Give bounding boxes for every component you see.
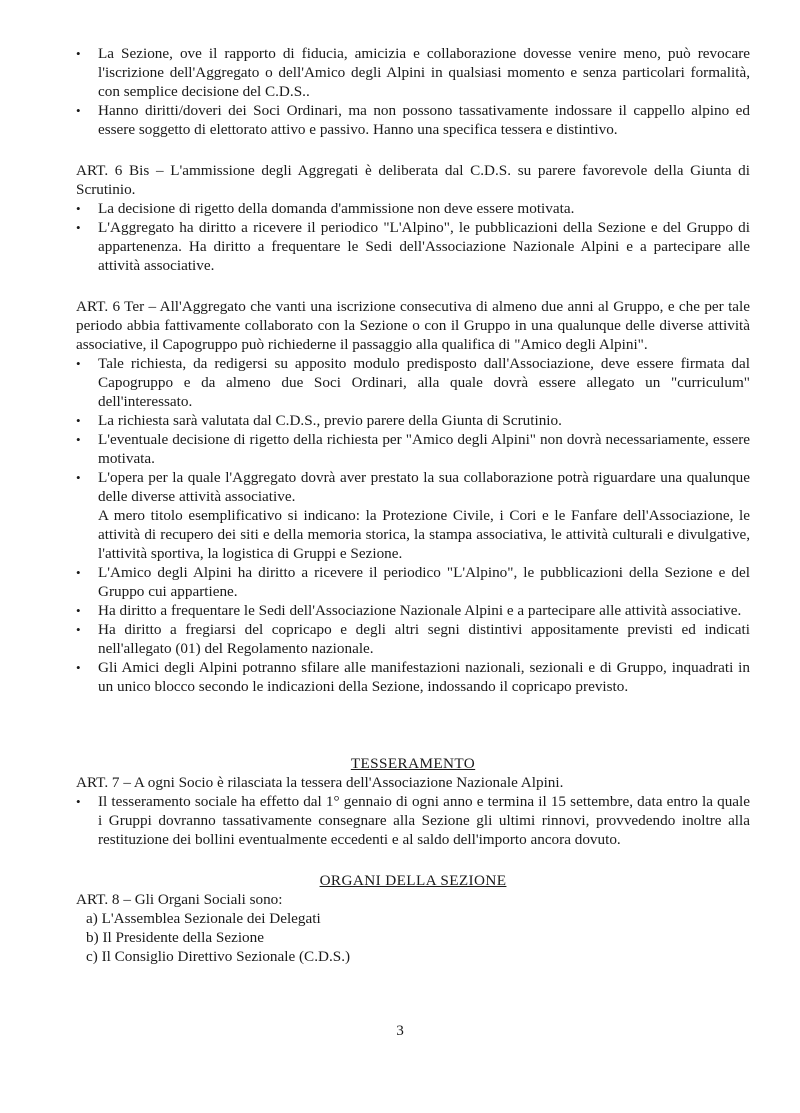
intro-bullet-list <box>76 44 750 139</box>
section-title-tesseramento: TESSERAMENTO <box>350 755 476 772</box>
bullet-item: • L'opera per la quale l'Aggregato dovrà aver prestato la sua collaborazione potrà riguardare una qualunque delle diverse attività associative. <box>76 468 750 506</box>
bullet-item: • L'Amico degli Alpini ha diritto a ricevere il periodico "L'Alpino", le pubblicazioni della Sezione e del Gruppo cui appartiene. <box>76 563 750 601</box>
bullet-item: • L'Aggregato ha diritto a ricevere il periodico "L'Alpino", le pubblicazioni della Sezione e del Gruppo di appartenenza. Ha diritto a frequentare le Sedi dell'Associazione Nazionale Alpini e a partecipare alle attività associative. <box>76 218 750 275</box>
organi-section <box>76 871 750 966</box>
art-6-ter-bullet-list-a <box>76 354 750 506</box>
art-6-ter-bullet-list-b <box>76 563 750 696</box>
bullet-item: • Tale richiesta, da redigersi su apposito modulo predisposto dall'Associazione, deve essere firmata dal Capogruppo e da almeno due Soci Ordinari, alla quale dovrà essere allegato un "curriculum" dell'interessato. <box>76 354 750 411</box>
art-6-ter-heading: ART. 6 Ter – All'Aggregato che vanti una iscrizione consecutiva di almeno due anni al Gruppo, e che per tale periodo abbia fattivamente collaborato con la Sezione o con il Gruppo in una qualunque delle diverse attività associative, il Capogruppo può richiederne il passaggio alla qualifica di "Amico degli Alpini". <box>76 298 750 353</box>
art-7-heading: ART. 7 – A ogni Socio è rilasciata la tessera dell'Associazione Nazionale Alpini. <box>76 774 564 791</box>
organ-item: b) Il Presidente della Sezione <box>86 929 264 946</box>
section-title-organi: ORGANI DELLA SEZIONE <box>319 872 507 889</box>
bullet-item: • L'eventuale decisione di rigetto della richiesta per "Amico degli Alpini" non dovrà necessariamente, essere motivata. <box>76 430 750 468</box>
bullet-item: • Gli Amici degli Alpini potranno sfilare alle manifestazioni nazionali, sezionali e di Gruppo, inquadrati in un unico blocco secondo le indicazioni della Sezione, indossando il copricapo previsto. <box>76 658 750 696</box>
art-6-ter-section <box>76 297 750 696</box>
bullet-item: • La Sezione, ove il rapporto di fiducia, amicizia e collaborazione dovesse venire meno, può revocare l'iscrizione dell'Aggregato o dell'Amico degli Alpini in qualsiasi momento e senza particolari formalità, con semplice decisione del C.D.S.. <box>76 44 750 101</box>
bullet-item: • La decisione di rigetto della domanda d'ammissione non deve essere motivata. <box>76 199 750 218</box>
bullet-item: • Ha diritto a frequentare le Sedi dell'Associazione Nazionale Alpini e a partecipare alle attività associative. <box>76 601 750 620</box>
art-6-bis-section <box>76 161 750 275</box>
bullet-item: • Il tesseramento sociale ha effetto dal 1° gennaio di ogni anno e termina il 15 settembre, data entro la quale i Gruppi dovranno tassativamente consegnare alla Sezione gli ultimi rinnovi, provvedendo inoltre alla restituzione dei bollini eventualmente eccedenti e al saldo dell'importo ancora dovuto. <box>76 792 750 849</box>
bullet-item: • Ha diritto a fregiarsi del copricapo e degli altri segni distintivi appositamente previsti ed indicati nell'allegato (01) del Regolamento nazionale. <box>76 620 750 658</box>
bullet-item: • La richiesta sarà valutata dal C.D.S., previo parere della Giunta di Scrutinio. <box>76 411 750 430</box>
art-6-bis-bullet-list <box>76 199 750 275</box>
bullet-item: • Hanno diritti/doveri dei Soci Ordinari, ma non possono tassativamente indossare il cappello alpino ed essere soggetto di elettorato attivo e passivo. Hanno una specifica tessera e distintivo. <box>76 101 750 139</box>
example-paragraph: A mero titolo esemplificativo si indicano: la Protezione Civile, i Cori e le Fanfare dell'Associazione, le attività di recupero dei siti e della memoria storica, la stampa associativa, le attività culturali e divulgative, l'attività sportiva, la logistica di Gruppi e Sezione. <box>98 507 750 562</box>
organ-item: c) Il Consiglio Direttivo Sezionale (C.D.S.) <box>86 948 351 965</box>
art-7-bullet-list <box>76 792 750 849</box>
tesseramento-section <box>76 754 750 849</box>
art-6-bis-heading: ART. 6 Bis – L'ammissione degli Aggregati è deliberata dal C.D.S. su parere favorevole della Giunta di Scrutinio. <box>76 162 750 198</box>
art-8-heading: ART. 8 – Gli Organi Sociali sono: <box>76 891 283 908</box>
page-number: 3 <box>396 1022 404 1039</box>
organ-item: a) L'Assemblea Sezionale dei Delegati <box>86 910 321 927</box>
